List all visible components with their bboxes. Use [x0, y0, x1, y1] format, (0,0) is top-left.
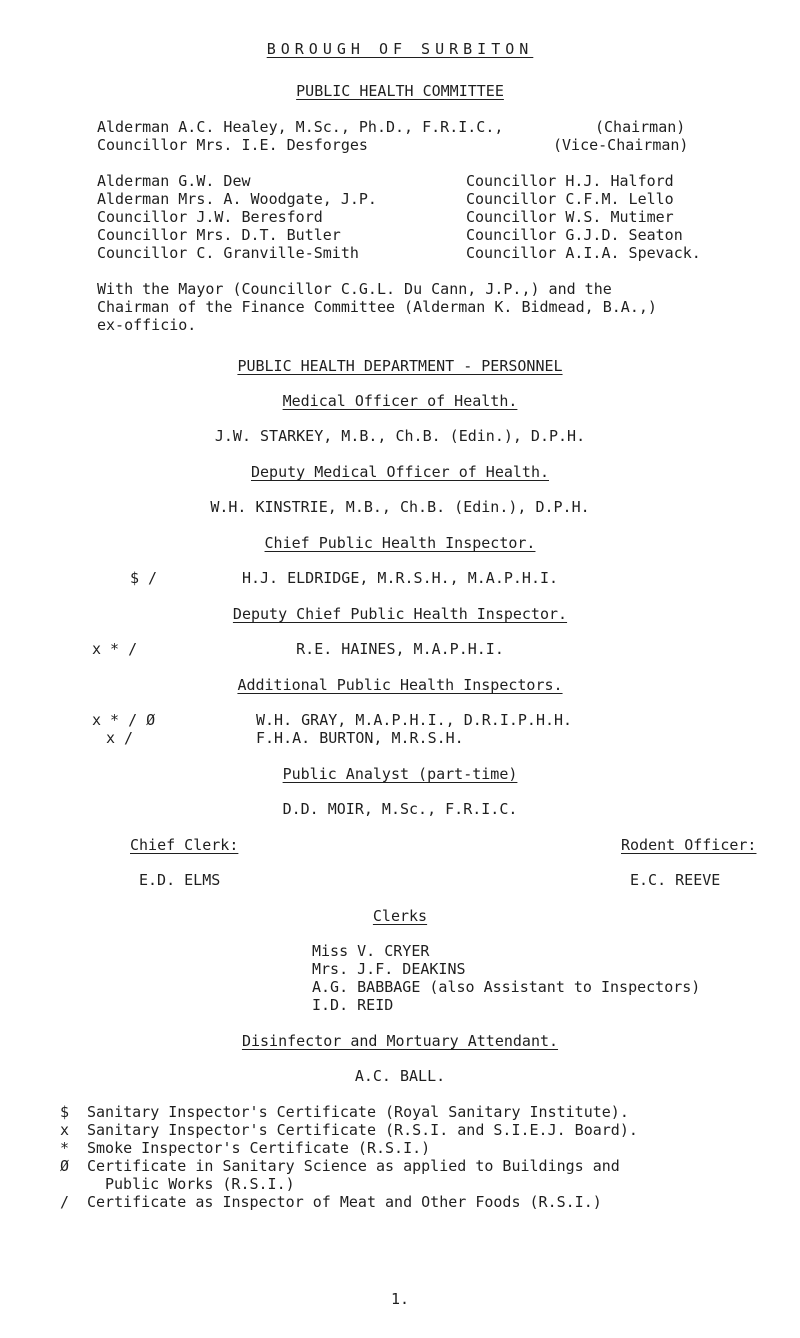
member-right: Councillor C.F.M. Lello [466, 190, 674, 208]
dcphi-title: Deputy Chief Public Health Inspector. [232, 605, 568, 623]
inspector-qualification-marks: x * / Ø [92, 711, 156, 729]
moh-title: Medical Officer of Health. [282, 392, 518, 410]
member-right: Councillor G.J.D. Seaton [466, 226, 683, 244]
member-right: Councillor H.J. Halford [466, 172, 674, 190]
additional-inspectors-title: Additional Public Health Inspectors. [237, 676, 563, 694]
key-text: Certificate as Inspector of Meat and Other Foods (R.S.I.) [87, 1193, 602, 1211]
chief-clerk-title: Chief Clerk: [130, 836, 239, 854]
member-left: Councillor J.W. Beresford [97, 208, 323, 226]
ex-officio-line: Chairman of the Finance Committee (Alderman K. Bidmead, B.A.,) [97, 298, 657, 316]
key-text: Sanitary Inspector's Certificate (R.S.I. and S.I.E.J. Board). [87, 1121, 638, 1139]
member-left: Councillor C. Granville-Smith [97, 244, 359, 262]
page-number: 1. [390, 1290, 410, 1308]
dcphi-name: R.E. HAINES, M.A.P.H.I. [296, 640, 504, 658]
dmoh-name: W.H. KINSTRIE, M.B., Ch.B. (Edin.), D.P.H. [210, 498, 590, 516]
rodent-officer-name: E.C. REEVE [630, 871, 721, 889]
cphi-name: H.J. ELDRIDGE, M.R.S.H., M.A.P.H.I. [241, 569, 559, 587]
member-right: Councillor A.I.A. Spevack. [466, 244, 701, 262]
chairman-name: Alderman A.C. Healey, M.Sc., Ph.D., F.R.I.C., [97, 118, 504, 136]
chief-clerk-name: E.D. ELMS [139, 871, 221, 889]
key-text: Smoke Inspector's Certificate (R.S.I.) [87, 1139, 431, 1157]
clerk-name: I.D. REID [312, 996, 394, 1014]
committee-title: PUBLIC HEALTH COMMITTEE [296, 82, 504, 100]
disinfector-name: A.C. BALL. [354, 1067, 446, 1085]
member-left: Alderman Mrs. A. Woodgate, J.P. [97, 190, 377, 208]
dmoh-title: Deputy Medical Officer of Health. [250, 463, 549, 481]
clerk-name: A.G. BABBAGE (also Assistant to Inspectors) [312, 978, 701, 996]
ex-officio-line: ex-officio. [97, 316, 197, 334]
chairman-role: (Chairman) [595, 118, 686, 136]
key-text-continued: Public Works (R.S.I.) [105, 1175, 295, 1193]
key-symbol: x [60, 1121, 70, 1139]
inspector-qualification-marks: x / [106, 729, 134, 747]
moh-name: J.W. STARKEY, M.B., Ch.B. (Edin.), D.P.H. [214, 427, 586, 445]
cphi-title: Chief Public Health Inspector. [264, 534, 536, 552]
key-symbol: $ [60, 1103, 70, 1121]
key-symbol: / [60, 1193, 70, 1211]
disinfector-title: Disinfector and Mortuary Attendant. [241, 1032, 559, 1050]
vice-chairman-role: (Vice-Chairman) [553, 136, 689, 154]
analyst-title: Public Analyst (part-time) [282, 765, 518, 783]
ex-officio-line: With the Mayor (Councillor C.G.L. Du Cann, J.P.,) and the [97, 280, 612, 298]
member-left: Councillor Mrs. D.T. Butler [97, 226, 341, 244]
borough-title: BOROUGH OF SURBITON [266, 40, 534, 58]
key-text: Certificate in Sanitary Science as applied to Buildings and [87, 1157, 620, 1175]
clerks-title: Clerks [372, 907, 428, 925]
key-symbol: Ø [60, 1157, 70, 1175]
inspector-name: W.H. GRAY, M.A.P.H.I., D.R.I.P.H.H. [256, 711, 573, 729]
vice-chairman-name: Councillor Mrs. I.E. Desforges [97, 136, 368, 154]
dcphi-qualification-marks: x * / [92, 640, 138, 658]
personnel-heading: PUBLIC HEALTH DEPARTMENT - PERSONNEL [237, 357, 563, 375]
clerk-name: Mrs. J.F. DEAKINS [312, 960, 466, 978]
analyst-name: D.D. MOIR, M.Sc., F.R.I.C. [282, 800, 518, 818]
key-symbol: * [60, 1139, 70, 1157]
clerk-name: Miss V. CRYER [312, 942, 430, 960]
inspector-name: F.H.A. BURTON, M.R.S.H. [256, 729, 464, 747]
cphi-qualification-marks: $ / [130, 569, 158, 587]
key-text: Sanitary Inspector's Certificate (Royal Sanitary Institute). [87, 1103, 629, 1121]
member-left: Alderman G.W. Dew [97, 172, 251, 190]
rodent-officer-title: Rodent Officer: [621, 836, 757, 854]
member-right: Councillor W.S. Mutimer [466, 208, 674, 226]
